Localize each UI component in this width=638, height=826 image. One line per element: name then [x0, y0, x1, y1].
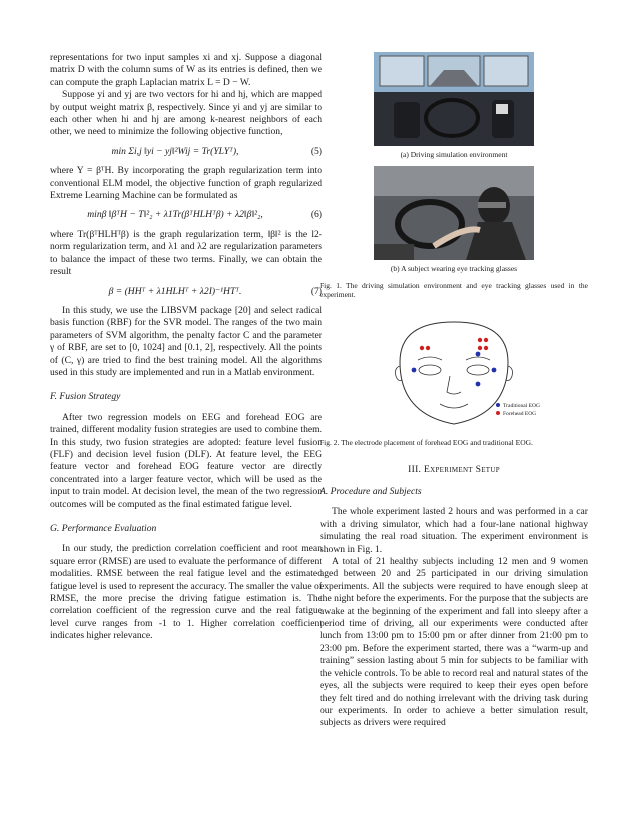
- paragraph: Suppose yi and yj are two vectors for hi and hj, which are mapped by output weight matrix β, respectively. Since yi and yj are similar to each other when hi and hj are among k-nearest neighbors of each other, we need to minimize the following objective function,: [50, 89, 322, 138]
- electrode-legend: [496, 402, 540, 418]
- electrode-placement-figure: [384, 318, 540, 426]
- paragraph: In our study, the prediction correlation coefficient and root mean square error (RMSE) are used to evaluate the performance of different modalities. RMSE between the real fatigue level and the estimated fatigue level is used to represent the accuracy. The smaller the value of RMSE, the more precise the driving fatigue estimation is. The correlation coefficient of the regression curve and the real fatigue level curve ranges from -1 to 1. Higher correlation coefficient indicates higher relevance.: [50, 543, 322, 642]
- eye-tracking-illustration: [374, 166, 534, 260]
- equation-7: β = (HHᵀ + λ1HLHᵀ + λ2I)⁻¹HTᵀ. (7): [108, 285, 322, 297]
- equation-6: minβ ‖βᵀH − T‖²₂ + λ1Tr(βᵀHLHᵀβ) + λ2‖β‖²₂, (6): [87, 209, 322, 221]
- legend-entry-traditional: Traditional EOG: [496, 402, 540, 410]
- driving-simulation-illustration: [374, 52, 534, 146]
- paragraph: where Tr(βᵀHLHᵀβ) is the graph regularization term, ‖β‖² is the l2-norm regularization term, and λ1 and λ2 are regularization parameters to balance the impact of these two terms. Finally, we can obtain the result: [50, 228, 322, 278]
- left-column: [50, 52, 322, 643]
- subsection-heading-procedure: A. Procedure and Subjects: [320, 486, 422, 497]
- subsection-heading-fusion: F. Fusion Strategy: [50, 391, 121, 403]
- legend-entry-forehead: Forehead EOG: [496, 410, 540, 418]
- figure-2-caption: Fig. 2. The electrode placement of forehead EOG and traditional EOG.: [320, 438, 533, 447]
- driving-simulation-photo: [374, 52, 534, 146]
- right-column: [320, 52, 588, 730]
- paragraph: The whole experiment lasted 2 hours and was performed in a car with a driving simulator, which had a four-lane national highway simulating the real road situation. The experiment environment is shown in Fig. 1.: [320, 506, 588, 555]
- eye-tracking-photo: [374, 166, 534, 260]
- paragraph: In this study, we use the LIBSVM package [20] and select radical basis function (RBF) for the SVR model. The ranges of the two main parameters of SVM algorithm, the penalty factor C and the parameter γ of RBF, are set to [0, 1024] and [0.1, 2], respectively. All the points of (C, γ) are tried to find the best training model. All the algorithms used in this study are implemented and run in a Matlab environment.: [50, 304, 322, 378]
- subcaption-b: (b) A subject wearing eye tracking glasses: [390, 264, 518, 274]
- paragraph: A total of 21 healthy subjects including 12 men and 9 women aged between 20 and 25 participated in our driving simulation experiments. All the subjects were required to have enough sleep at the night before the experiments. For the purpose that the subjects are awake at the beginning of the experiment and fall into sleepy after a period time of driving, all our experiments were conducted after lunch from 13:00 pm to 15:00 pm or after dinner from 21:00 pm to 23:00 pm. Before the experiment started, there was a “warm-up and training” session lasting about 5 min for subjects to be familiar with the vehicle controls. To be able to record real and natural states of the eyes, all the subjects were required to keep their eyes open before they felt tired and do nothing irrelevant with the driving task during our experiments. In order to achieve a better simulation result, subjects as drivers were required: [320, 556, 588, 729]
- equation-5: min Σi,j ‖yi − yj‖²Wij = Tr(YLYᵀ), (5): [111, 145, 322, 157]
- red-dot-icon: [496, 411, 500, 415]
- paragraph: representations for two input samples xi and xj. Suppose a diagonal matrix D with the column sums of W as its entries is defined, then we can compute the graph Laplacian matrix L = D − W.: [50, 52, 322, 88]
- paragraph: After two regression models on EEG and forehead EOG are trained, different modality fusion strategies are used to combine them. In this study, two fusion strategies are adopted: feature level fusion (FLF) and decision level fusion (DLF). At feature level, the EEG feature vector and forehead EOG feature vector are directly concentrated into a larger feature vector, which will be used as the input to train model. At decision level, the mean of the two regression outcomes will be computed as the final estimated fatigue level.: [50, 411, 322, 510]
- subcaption-a: (a) Driving simulation environment: [400, 150, 508, 159]
- paragraph: where Y = βᵀH. By incorporating the graph regularization term into conventional ELM model, the objective function of graph regularized Extreme Learning Machine can be formulated as: [50, 165, 322, 202]
- subsection-heading-evaluation: G. Performance Evaluation: [50, 523, 157, 534]
- section-heading-experiment-setup: III. Experiment Setup: [408, 463, 500, 475]
- figure-1-caption: Fig. 1. The driving simulation environment and eye tracking glasses used in the experiment.: [320, 280, 588, 300]
- blue-dot-icon: [496, 403, 500, 407]
